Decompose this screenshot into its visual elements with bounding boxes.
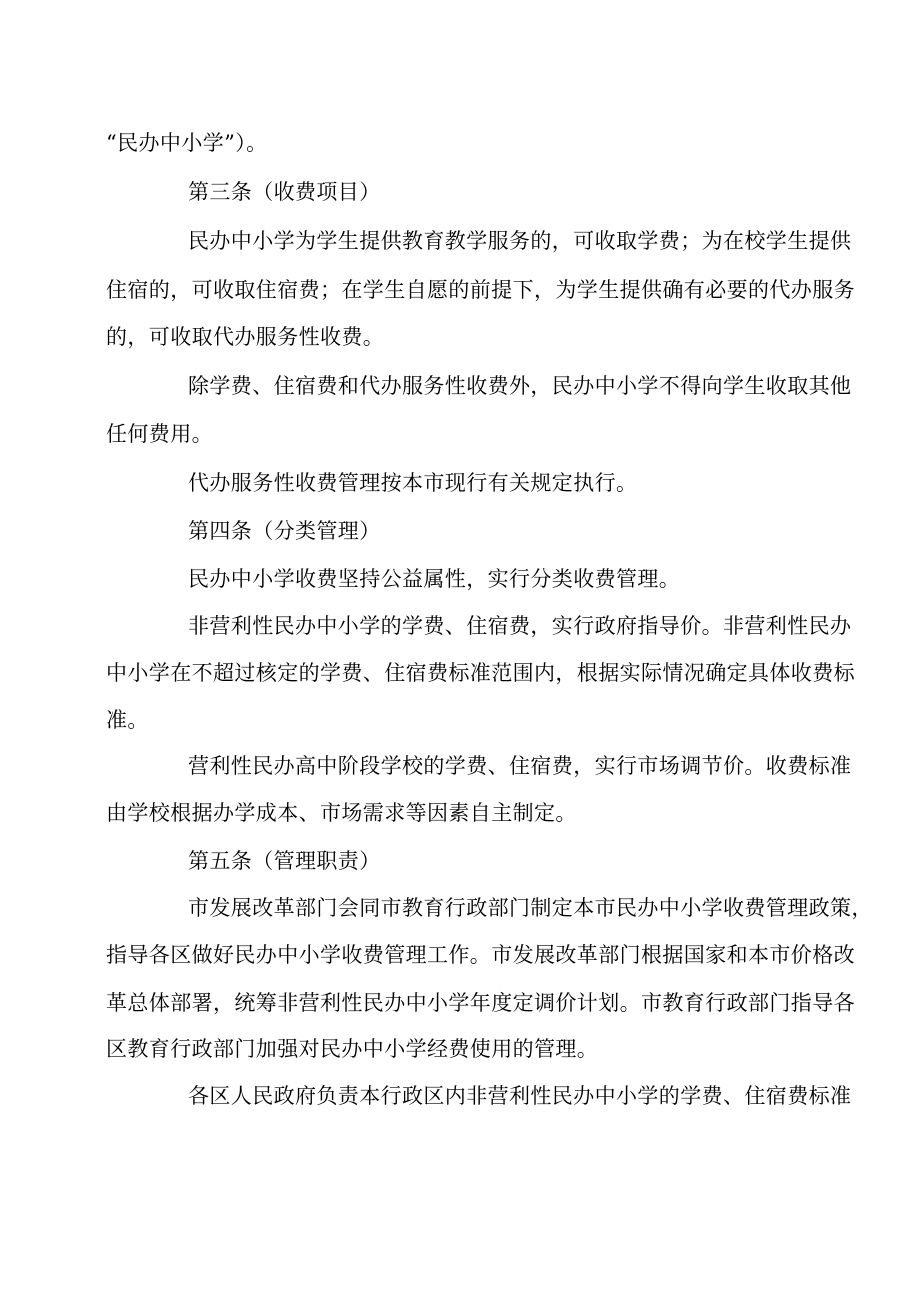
- text-line: 代办服务性收费管理按本市现行有关规定执行。: [188, 471, 638, 495]
- article-heading: 第三条（收费项目）: [188, 180, 381, 204]
- text-line: 由学校根据办学成本、市场需求等因素自主制定。: [106, 801, 577, 825]
- text-line: 的，可收取代办服务性收费。: [106, 325, 385, 349]
- text-line: 民办中小学收费坚持公益属性，实行分类收费管理。: [188, 567, 681, 591]
- text-line: 区教育行政部门加强对民办中小学经费使用的管理。: [106, 1037, 599, 1061]
- text-line: 准。: [106, 708, 149, 732]
- text-line: 任何费用。: [106, 422, 213, 446]
- text-line: 营利性民办高中阶段学校的学费、住宿费，实行市场调节价。收费标准: [188, 754, 852, 778]
- text-line: 各区人民政府负责本行政区内非营利性民办中小学的学费、住宿费标准: [188, 1084, 852, 1108]
- article-heading: 第五条（管理职责）: [188, 849, 381, 873]
- text-line: “民办中小学”）。: [106, 131, 268, 155]
- text-line: 民办中小学为学生提供教育教学服务的，可收取学费；为在校学生提供: [188, 229, 852, 253]
- text-line: 革总体部署，统筹非营利性民办中小学年度定调价计划。市教育行政部门指导各: [106, 991, 855, 1015]
- text-line: 住宿的，可收取住宿费；在学生自愿的前提下，为学生提供确有必要的代办服务: [106, 278, 855, 302]
- text-line: 非营利性民办中小学的学费、住宿费，实行政府指导价。非营利性民办: [188, 614, 852, 638]
- text-line: 市发展改革部门会同市教育行政部门制定本市民办中小学收费管理政策，: [188, 896, 873, 920]
- text-line: 中小学在不超过核定的学费、住宿费标准范围内，根据实际情况确定具体收费标: [106, 661, 855, 685]
- text-line: 除学费、住宿费和代办服务性收费外，民办中小学不得向学生收取其他: [188, 374, 852, 398]
- article-heading: 第四条（分类管理）: [188, 519, 381, 543]
- text-line: 指导各区做好民办中小学收费管理工作。市发展改革部门根据国家和本市价格改: [106, 943, 855, 967]
